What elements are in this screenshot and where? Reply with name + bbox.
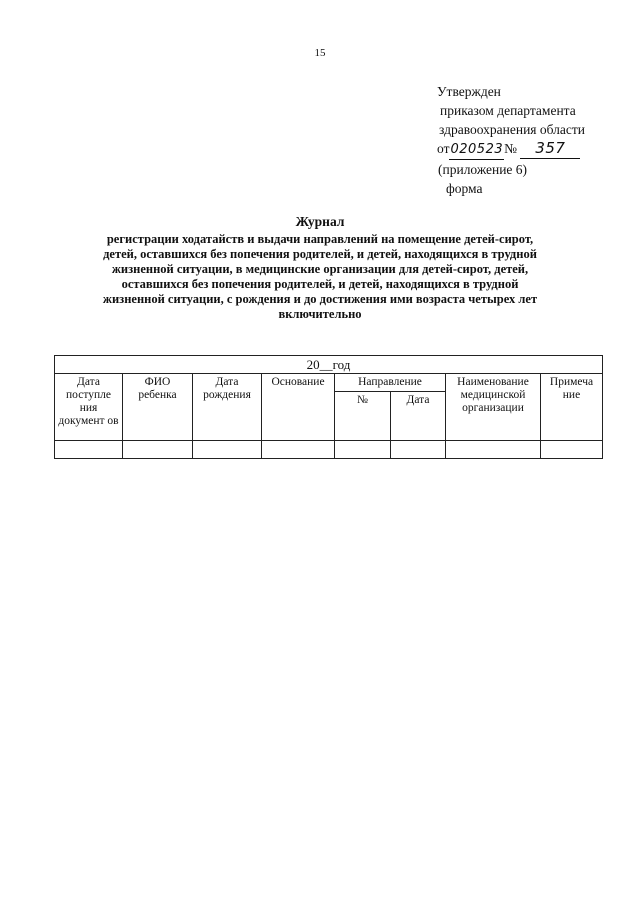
title-line: регистрации ходатайств и выдачи направлений на помещение детей-сирот, bbox=[106, 232, 534, 246]
approval-line: приказом департамента bbox=[440, 103, 576, 118]
header-basis: Основание bbox=[262, 374, 335, 441]
year-cell: 20__год bbox=[55, 356, 603, 374]
header-referral: Направление bbox=[335, 374, 446, 392]
approval-block bbox=[437, 82, 585, 198]
title-heading: Журнал bbox=[295, 214, 345, 229]
appendix-line: (приложение 6) bbox=[438, 162, 528, 177]
document-title bbox=[40, 214, 600, 322]
table-cell[interactable] bbox=[193, 441, 262, 459]
header-row bbox=[55, 374, 603, 392]
header-organization: Наименование медицинской организации bbox=[446, 374, 541, 441]
table-cell[interactable] bbox=[541, 441, 603, 459]
handwritten-date: 020523 bbox=[449, 140, 504, 160]
handwritten-number: 357 bbox=[520, 139, 580, 159]
title-line: оставшихся без попечения родителей, и детей, находящихся в трудной bbox=[121, 277, 519, 291]
page-number: 15 bbox=[314, 47, 326, 59]
table-cell[interactable] bbox=[123, 441, 193, 459]
header-note: Примеча ние bbox=[541, 374, 603, 441]
header-birth-date: Дата рождения bbox=[193, 374, 262, 441]
table-cell[interactable] bbox=[335, 441, 391, 459]
header-referral-date: Дата bbox=[391, 392, 446, 441]
year-row bbox=[55, 356, 603, 374]
table-row bbox=[55, 441, 603, 459]
header-referral-number: № bbox=[335, 392, 391, 441]
header-receipt-date: Дата поступле ния документ ов bbox=[55, 374, 123, 441]
approval-order-line bbox=[437, 139, 585, 160]
form-line: форма bbox=[446, 181, 483, 196]
header-child-name: ФИО ребенка bbox=[123, 374, 193, 441]
approval-line: Утвержден bbox=[437, 84, 501, 99]
title-line: включительно bbox=[278, 307, 362, 321]
number-sign: № bbox=[504, 141, 518, 156]
date-prefix: от bbox=[437, 141, 450, 156]
table-cell[interactable] bbox=[262, 441, 335, 459]
approval-line: здравоохранения области bbox=[439, 122, 586, 137]
table-cell[interactable] bbox=[446, 441, 541, 459]
title-line: жизненной ситуации, в медицинские организации для детей-сирот, детей, bbox=[111, 262, 529, 276]
title-line: детей, оставшихся без попечения родителей, и детей, находящихся в трудной bbox=[103, 247, 537, 261]
journal-table bbox=[54, 355, 603, 459]
title-line: жизненной ситуации, с рождения и до достижения ими возраста четырех лет bbox=[102, 292, 538, 306]
table-cell[interactable] bbox=[391, 441, 446, 459]
table-cell[interactable] bbox=[55, 441, 123, 459]
